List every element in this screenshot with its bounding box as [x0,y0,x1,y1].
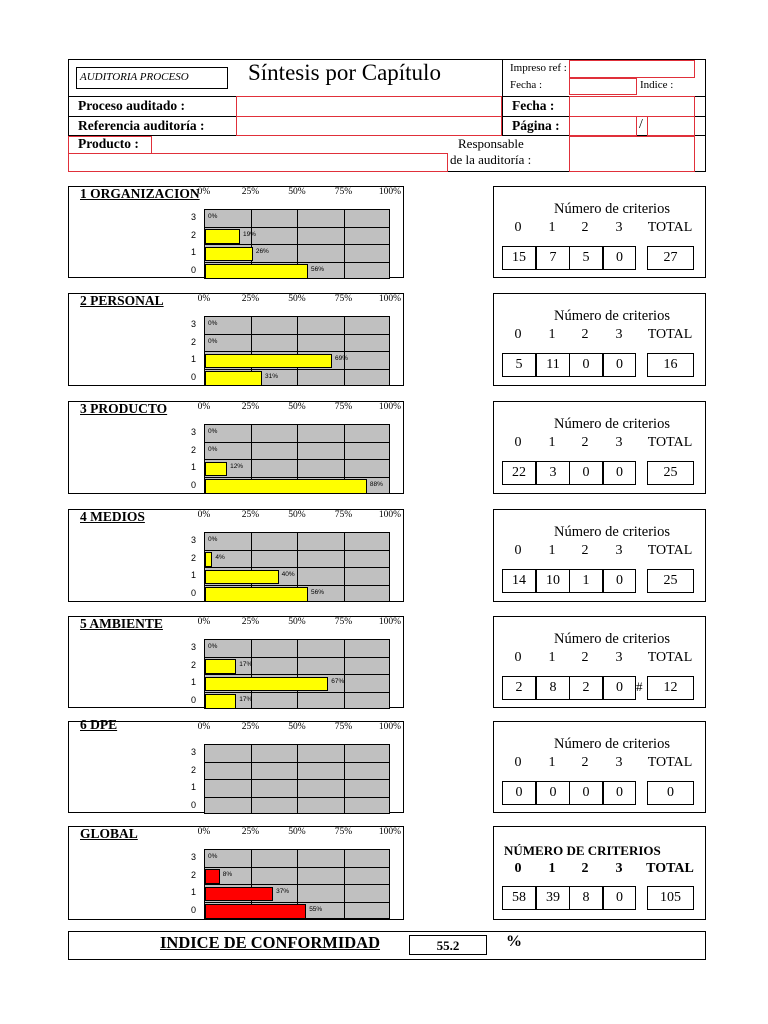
criteria-title: Número de criterios [554,201,670,217]
y-tick-label: 1 [190,887,196,897]
proceso-auditado-field[interactable] [236,96,502,117]
row-divider [205,674,389,675]
y-tick-label: 0 [190,371,196,382]
criteria-header: TOTAL [647,220,693,235]
x-tick-label: 75% [334,617,353,627]
y-tick-label: 1 [190,570,196,580]
x-tick-label: 100% [378,827,402,837]
criteria-count-cell: 1 [569,569,603,593]
y-tick-label: 0 [190,904,196,915]
overflow-marker: # [636,679,643,694]
criteria-header: TOTAL [647,650,693,665]
data-label: 55% [309,905,323,913]
criteria-total-cell: 0 [647,781,694,805]
y-tick-label: 0 [190,479,196,490]
data-label: 0% [208,445,218,453]
plot-area [204,849,390,919]
criteria-count-cell: 2 [502,676,536,700]
bar [205,229,240,244]
indice-label: Indice : [640,79,674,91]
criteria-header: 0 [514,755,522,770]
row-divider [205,369,389,370]
bar [205,694,236,709]
criteria-header: 2 [581,861,589,876]
y-tick-label: 3 [190,642,196,652]
criteria-count-cell: 0 [603,886,636,910]
bar [205,570,279,585]
criteria-count-cell: 39 [536,886,570,910]
fecha-field[interactable] [569,96,695,117]
fecha-small-label: Fecha : [510,79,543,91]
x-tick-label: 50% [288,294,306,304]
pagina-separator: / [639,117,643,132]
criteria-header: 2 [581,435,589,450]
criteria-header: 3 [615,861,623,876]
criteria-total-cell: 16 [647,353,694,377]
plot-area [204,316,390,386]
row-divider [205,550,389,551]
data-label: 0% [208,320,218,327]
x-tick-label: 100% [378,617,402,627]
bar [205,677,328,692]
criteria-count-cell: 15 [502,246,536,270]
x-tick-label: 25% [241,294,260,304]
y-tick-label: 3 [190,319,196,329]
fecha-label: Fecha : [512,98,555,113]
x-tick-label: 25% [241,827,260,837]
row-divider [205,692,389,693]
row-divider [205,262,389,263]
criteria-header: TOTAL [646,861,694,876]
criteria-total-cell: 27 [647,246,694,270]
criteria-header: TOTAL [647,543,693,558]
criteria-title: NÚMERO DE CRITERIOS [504,843,661,858]
y-tick-label: 0 [190,264,196,275]
y-tick-label: 3 [190,427,196,437]
x-tick-label: 50% [288,402,306,412]
criteria-header: 0 [514,435,522,450]
x-tick-label: 0% [197,510,211,520]
data-label: 12% [230,463,244,470]
data-label: 56% [311,265,325,273]
data-label: 26% [255,248,269,255]
data-label: 0% [208,213,218,220]
indice-conformidad-value: 55.2 [409,935,487,955]
plot-area [204,532,390,602]
y-tick-label: 2 [190,552,196,563]
plot-area [204,209,390,279]
criteria-header: 3 [615,543,623,558]
bar [205,462,227,477]
y-tick-label: 0 [190,694,196,705]
header-col-divider [502,59,503,96]
criteria-total-cell: 12 [647,676,694,700]
bar [205,659,236,674]
y-tick-label: 2 [190,229,196,240]
chapter-title: 4 MEDIOS [80,509,145,524]
y-tick-label: 0 [190,799,196,810]
referencia-field[interactable] [236,116,502,136]
criteria-header: 3 [615,435,623,450]
x-tick-label: 50% [288,827,306,837]
plot-area [204,744,390,814]
y-tick-label: 1 [190,677,196,687]
criteria-header: 1 [548,650,556,665]
row-divider [205,797,389,798]
responsable-field[interactable] [569,136,695,172]
bar [205,552,212,567]
data-label: 8% [222,870,233,878]
criteria-header: 0 [514,543,522,558]
chapter-title: 3 PRODUCTO [80,401,168,416]
y-tick-label: 2 [190,869,196,880]
y-tick-label: 2 [190,764,196,775]
criteria-count-cell: 2 [569,676,603,700]
x-tick-label: 100% [378,402,402,412]
criteria-count-cell: 14 [502,569,536,593]
criteria-count-cell: 0 [569,353,603,377]
data-label: 56% [311,588,325,596]
criteria-title: Número de criterios [554,416,670,432]
criteria-count-cell: 22 [502,461,536,485]
y-tick-label: 3 [190,212,196,222]
y-tick-label: 1 [190,462,196,472]
x-tick-label: 50% [288,617,306,627]
plot-area [204,424,390,494]
impreso-ref-label: Impreso ref : [510,62,567,74]
bar [205,247,253,262]
row-divider [205,585,389,586]
data-label: 19% [242,230,256,238]
responsable-label-1: Responsable [458,136,524,151]
x-tick-label: 0% [197,402,211,412]
criteria-header: 1 [548,435,556,450]
indice-conformidad-unit: % [506,933,522,950]
bar [205,354,332,369]
criteria-header: 2 [581,755,589,770]
plot-area [204,639,390,709]
criteria-header: 2 [581,220,589,235]
x-tick-label: 25% [241,617,260,627]
pagina-label: Página : [512,118,560,133]
y-tick-label: 3 [190,535,196,545]
indice-conformidad-label: INDICE DE CONFORMIDAD [160,933,381,952]
row-divider [205,351,389,352]
data-label: 4% [215,553,225,561]
criteria-title: Número de criterios [554,736,670,752]
criteria-count-cell: 8 [536,676,570,700]
chapter-title: 6 DPE [80,717,118,732]
criteria-count-cell: 0 [502,781,536,805]
data-label: 67% [331,678,345,685]
x-tick-label: 75% [334,187,353,197]
x-tick-label: 75% [334,510,353,520]
data-label: 0% [208,428,218,435]
criteria-count-cell: 0 [603,569,636,593]
row-divider [205,227,389,228]
criteria-count-cell: 7 [536,246,570,270]
criteria-header: 1 [548,543,556,558]
data-label: 37% [276,888,290,895]
criteria-header: 0 [514,220,522,235]
y-tick-label: 3 [190,747,196,757]
criteria-count-cell: 58 [502,886,536,910]
criteria-count-cell: 10 [536,569,570,593]
row-divider [205,884,389,885]
data-label: 0% [208,337,218,345]
row-divider [205,459,389,460]
x-tick-label: 75% [334,827,353,837]
bar [205,371,262,386]
criteria-count-cell: 0 [603,461,636,485]
pagina-field-1[interactable] [569,116,637,136]
x-tick-label: 75% [334,402,353,412]
row-divider [205,779,389,780]
data-label: 0% [208,853,218,860]
criteria-header: 0 [514,650,522,665]
x-tick-label: 100% [378,294,402,304]
criteria-header: 2 [581,327,589,342]
x-tick-label: 0% [197,294,211,304]
criteria-header: 1 [548,220,556,235]
row-divider [205,477,389,478]
criteria-header: TOTAL [647,755,693,770]
criteria-total-cell: 25 [647,461,694,485]
x-tick-label: 25% [241,402,260,412]
criteria-count-cell: 0 [603,676,636,700]
criteria-header: 3 [615,327,623,342]
criteria-count-cell: 0 [569,461,603,485]
y-tick-label: 1 [190,782,196,792]
criteria-header: 2 [581,650,589,665]
chapter-title: GLOBAL [80,826,138,841]
x-tick-label: 0% [197,827,211,837]
criteria-header: TOTAL [647,327,693,342]
criteria-count-cell: 8 [569,886,603,910]
x-tick-label: 25% [241,510,260,520]
row-divider [205,902,389,903]
criteria-header: 3 [615,220,623,235]
criteria-header: 0 [514,327,522,342]
producto-field-b[interactable] [68,153,448,172]
criteria-header: 3 [615,650,623,665]
criteria-header: TOTAL [647,435,693,450]
chapter-title: 5 AMBIENTE [80,616,163,631]
criteria-title: Número de criterios [554,524,670,540]
criteria-header: 1 [548,755,556,770]
criteria-count-cell: 5 [502,353,536,377]
data-label: 17% [239,695,253,703]
x-tick-label: 100% [378,510,402,520]
row-divider [205,442,389,443]
criteria-count-cell: 11 [536,353,570,377]
criteria-header: 0 [514,861,522,876]
criteria-header: 1 [548,861,556,876]
criteria-header: 3 [615,755,623,770]
row-divider [205,657,389,658]
criteria-count-cell: 3 [536,461,570,485]
bar [205,887,273,902]
data-label: 31% [265,372,279,380]
data-label: 0% [208,643,218,650]
bar [205,904,306,919]
chapter-title: 2 PERSONAL [80,293,164,308]
criteria-title: Número de criterios [554,308,670,324]
criteria-count-cell: 0 [603,781,636,805]
data-label: 69% [334,355,348,362]
bar [205,264,308,279]
x-tick-label: 50% [288,510,306,520]
producto-field-a[interactable] [68,136,152,154]
criteria-count-cell: 0 [603,353,636,377]
criteria-count-cell: 5 [569,246,603,270]
y-tick-label: 3 [190,852,196,862]
header-col-line-lower [502,96,503,136]
pagina-field-2[interactable] [647,116,695,136]
criteria-count-cell: 0 [536,781,570,805]
x-tick-label: 100% [378,187,402,197]
y-tick-label: 0 [190,587,196,598]
auditoria-proceso-label: AUDITORIA PROCESO [76,67,228,89]
producto-label: Producto : [78,136,139,151]
fecha-small-field[interactable] [569,78,637,95]
x-tick-label: 50% [288,187,306,197]
proceso-auditado-label: Proceso auditado : [78,98,185,113]
impreso-ref-field[interactable] [569,60,695,78]
y-tick-label: 2 [190,659,196,670]
criteria-total-cell: 105 [647,886,694,910]
x-tick-label: 75% [334,294,353,304]
x-tick-label: 0% [197,187,211,197]
x-tick-label: 0% [197,617,211,627]
criteria-total-cell: 25 [647,569,694,593]
page-title: Síntesis por Capítulo [248,60,441,85]
y-tick-label: 1 [190,354,196,364]
y-tick-label: 2 [190,444,196,455]
chapter-title: 1 ORGANIZACION [80,186,200,201]
criteria-header: 1 [548,327,556,342]
criteria-header: 2 [581,543,589,558]
x-tick-label: 50% [288,722,306,732]
x-tick-label: 25% [241,187,260,197]
row-divider [205,334,389,335]
criteria-count-cell: 0 [569,781,603,805]
row-divider [205,762,389,763]
row-divider [205,244,389,245]
data-label: 0% [208,536,218,543]
row-divider [205,867,389,868]
referencia-label: Referencia auditoría : [78,118,205,133]
x-tick-label: 75% [334,722,353,732]
data-label: 40% [281,571,295,578]
data-label: 17% [239,660,253,668]
bar [205,587,308,602]
x-tick-label: 0% [197,722,211,732]
criteria-count-cell: 0 [603,246,636,270]
y-tick-label: 1 [190,247,196,257]
x-tick-label: 25% [241,722,260,732]
row-divider [205,567,389,568]
y-tick-label: 2 [190,336,196,347]
data-label: 88% [369,480,383,488]
bar [205,869,220,884]
x-tick-label: 100% [378,722,402,732]
responsable-label-2: de la auditoría : [450,152,532,167]
criteria-title: Número de criterios [554,631,670,647]
bar [205,479,367,494]
